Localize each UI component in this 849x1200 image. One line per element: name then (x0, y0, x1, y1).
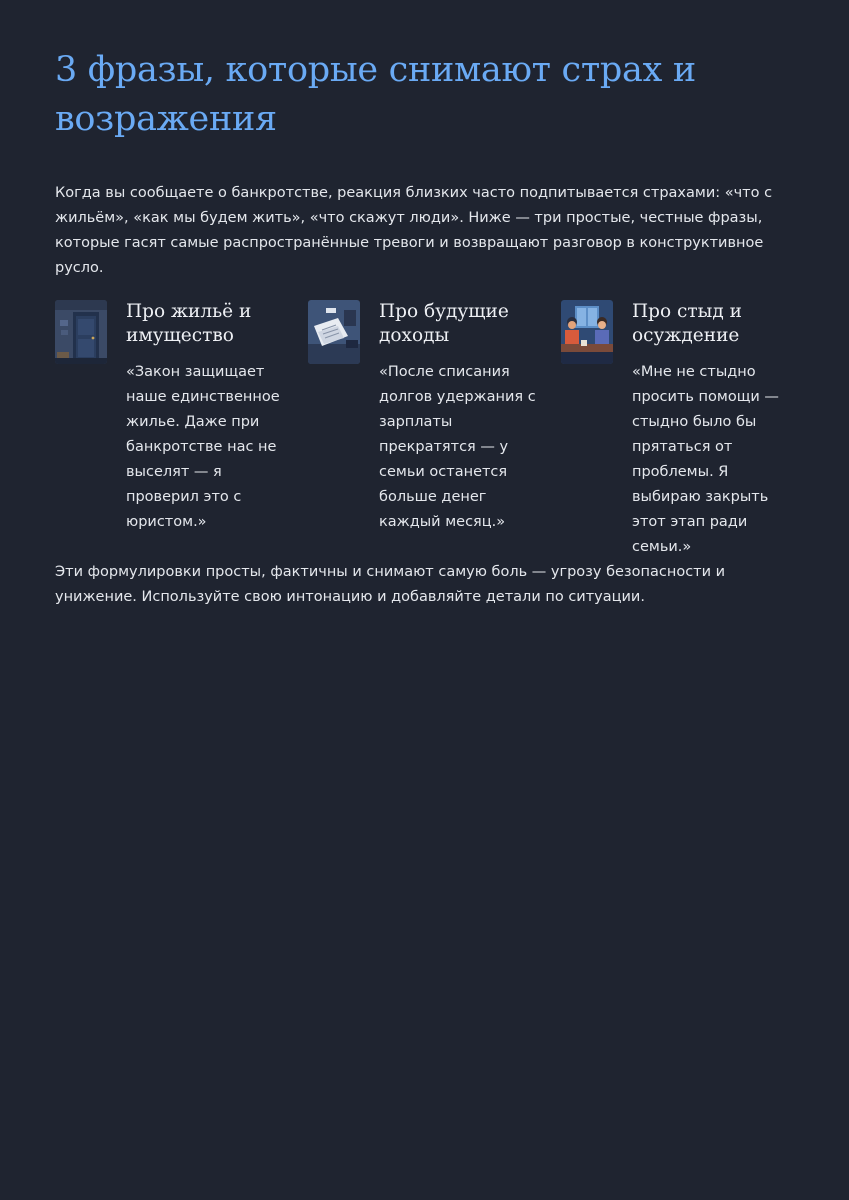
card-title: Про стыд и осуждение (632, 301, 742, 346)
card-housing-body (126, 300, 286, 535)
card-title: Про будущие доходы (379, 301, 509, 346)
intro-paragraph: Когда вы сообщаете о банкротстве, реакция близких часто подпитывается страхами: «что с жильём», «как мы будем жить», «что скажут люди». Ниже — три простые, честные фразы, которые гасят самые распространённые тревоги и возвращают разговор в конструктивное русло. (55, 185, 773, 276)
article (55, 46, 795, 610)
card-quote: «Мне не стыдно просить помощи — стыдно было бы прятаться от проблемы. Я выбираю закрыть этот этап ради семьи.» (632, 364, 779, 555)
card-quote: «После списания долгов удержания с зарплаты прекратятся — у семьи останется больше денег каждый месяц.» (379, 364, 536, 530)
phrase-cards (55, 300, 795, 560)
front-door-icon (55, 300, 107, 364)
outro-paragraph: Эти формулировки просты, фактичны и снимают самую боль — угрозу безопасности и унижение. Используйте свою интонацию и добавляйте детали по ситуации. (55, 564, 726, 605)
card-shame-body (632, 300, 792, 560)
family-talk-icon (561, 300, 613, 364)
page-title: 3 фразы, которые снимают страх и возражения (55, 50, 696, 139)
card-income-body (379, 300, 539, 535)
card-quote: «Закон защищает наше единственное жилье. Даже при банкротстве нас не выселят — я проверил это с юристом.» (126, 364, 280, 530)
card-title: Про жильё и имущество (126, 301, 252, 346)
documents-desk-icon (308, 300, 360, 364)
